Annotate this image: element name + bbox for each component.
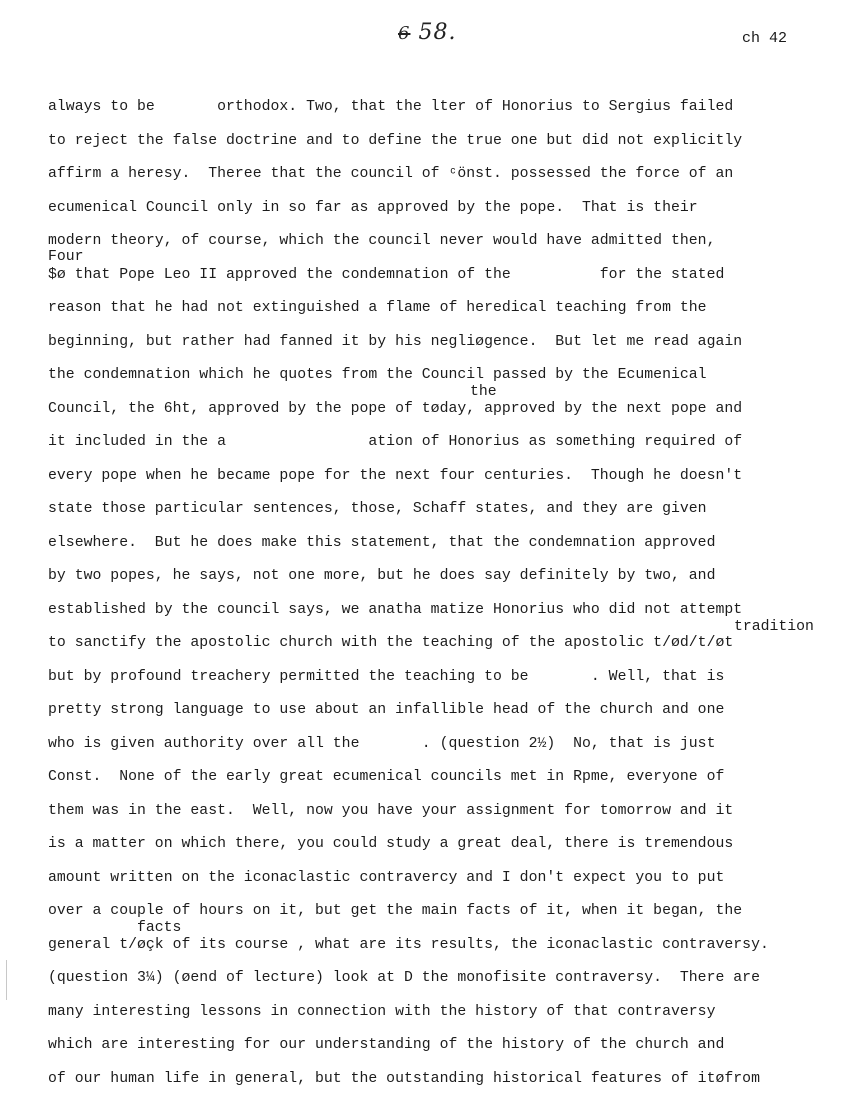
text-line: is a matter on which there, you could study a great deal, there is tremendous xyxy=(48,836,734,852)
text-line: modern theory, of course, which the council never would have admitted then, xyxy=(48,233,716,249)
text-line: which are interesting for our understanding of the history of the church and xyxy=(48,1037,725,1053)
text-line: reason that he had not extinguished a flame of heredical teaching from the xyxy=(48,300,707,316)
margin-scan-mark xyxy=(6,960,7,1000)
text-line: to sanctify the apostolic church with the teaching of the apostolic t/ød/t/øt xyxy=(48,635,734,651)
text-line: Council, the 6ht, approved by the pope of tøday, approved by the next pope and xyxy=(48,400,743,417)
text-line: of our human life in general, but the outstanding historical features of itøfrom xyxy=(48,1070,760,1087)
text-line: affirm a heresy. Theree that the council of ᶜönst. possessed the force of an xyxy=(48,166,734,182)
interlinear-insertion: facts xyxy=(137,920,182,936)
text-line: general t/øçk of its course , what are its results, the iconaclastic contraversy. xyxy=(48,936,769,953)
text-line: who is given authority over all the . (question 2½) No, that is just xyxy=(48,735,716,752)
text-line: it included in the a ation of Honorius as something required of xyxy=(48,434,743,450)
text-line: elsewhere. But he does make this statement, that the condemnation approved xyxy=(48,534,716,551)
text-line: over a couple of hours on it, but get the main facts of it, when it began, the xyxy=(48,903,743,919)
text-line: Const. None of the early great ecumenical councils met in Rpme, everyone of xyxy=(48,769,725,785)
text-line: pretty strong language to use about an infallible head of the church and one xyxy=(48,702,725,718)
interlinear-insertion: the xyxy=(470,384,497,400)
text-line: beginning, but rather had fanned it by his negliøgence. But let me read again xyxy=(48,333,743,350)
text-line: amount written on the iconaclastic contravercy and I don't expect you to put xyxy=(48,869,725,886)
text-line: $ø that Pope Leo II approved the condemnation of the for the stated xyxy=(48,266,725,283)
chapter-label: ch 42 xyxy=(742,30,788,47)
text-line: many interesting lessons in connection with the history of that contraversy xyxy=(48,1003,716,1020)
text-line: (question 3¼) (øend of lecture) look at D the monofisite contraversy. There are xyxy=(48,970,760,986)
interlinear-insertion: Four xyxy=(48,249,84,265)
text-line: to reject the false doctrine and to define the true one but did not explicitly xyxy=(48,132,743,149)
text-line: them was in the east. Well, now you have your assignment for tomorrow and it xyxy=(48,802,734,819)
handwritten-page-number xyxy=(398,20,456,45)
text-line: state those particular sentences, those, Schaff states, and they are given xyxy=(48,501,707,517)
struck-page-number: 6 xyxy=(398,23,411,44)
text-line: every pope when he became pope for the next four centuries. Though he doesn't xyxy=(48,467,743,484)
text-line: established by the council says, we anatha matize Honorius who did not attempt xyxy=(48,601,743,618)
page-number: 58. xyxy=(418,20,457,45)
text-line: always to be orthodox. Two, that the lter of Honorius to Sergius failed xyxy=(48,99,734,115)
text-line: by two popes, he says, not one more, but he does say definitely by two, and xyxy=(48,568,716,584)
interlinear-insertion: tradition xyxy=(734,619,814,635)
text-line: the condemnation which he quotes from the Council passed by the Ecumenical xyxy=(48,367,707,383)
text-line: ecumenical Council only in so far as approved by the pope. That is their xyxy=(48,199,698,216)
text-line: but by profound treachery permitted the teaching to be . Well, that is xyxy=(48,668,725,685)
